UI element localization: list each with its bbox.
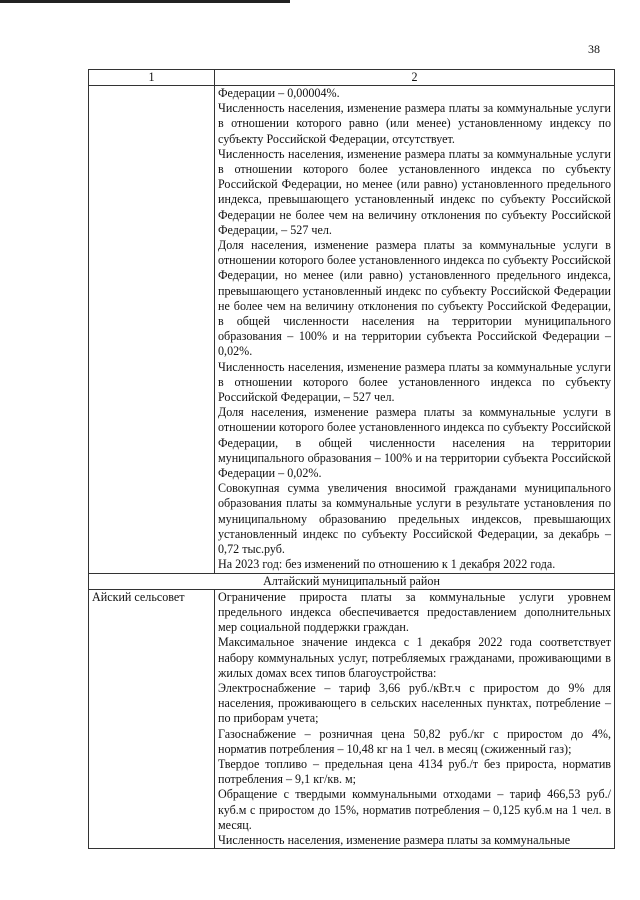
- empty-label-cell: [89, 86, 215, 574]
- paragraph: Газоснабжение – розничная цена 50,82 руб./кг с приростом до 4%, норматив потребления – 10,48 кг на 1 чел. в месяц (сжиженный газ);: [218, 726, 611, 756]
- paragraph: Доля населения, изменение размера платы за коммунальные услуги в отношении которого более установленного индекса по субъекту Российской Федерации, в общей численности населения на территории муниципального образования – 100% и на территории субъекта Российской Федерации – 0,02%.: [218, 405, 611, 481]
- paragraph: Численность населения, изменение размера платы за коммунальные услуги в отношении которого более установленного индекса по субъекту Российской Федерации, – 527 чел.: [218, 359, 611, 405]
- document-table: [88, 69, 615, 849]
- paragraph: Твердое топливо – предельная цена 4134 руб./т без прироста, норматив потребления – 9,1 кг/кв. м;: [218, 756, 611, 787]
- table-row: [89, 589, 615, 848]
- scan-edge-mark: [0, 0, 290, 3]
- column-header-2: 2: [215, 70, 615, 86]
- table-row: [89, 86, 615, 574]
- district-row: [89, 573, 615, 589]
- paragraph: Численность населения, изменение размера платы за коммунальные услуги в отношении которого более установленного индекса по субъекту Российской Федерации, но менее (или равно) установленного предельного индекса, превышающего установленный индекс по субъекту Российской Федерации не более чем на величину отклонения по субъекту Российской Федерации, – 527 чел.: [218, 146, 611, 237]
- paragraph: Численность населения, изменение размера платы за коммунальные: [218, 832, 571, 847]
- paragraph: Численность населения, изменение размера платы за коммунальные услуги в отношении которого равно (или менее) установленному индексу по субъекту Российской Федерации, отсутствует.: [218, 101, 611, 146]
- page-number: 38: [588, 42, 600, 56]
- header-row: [89, 70, 615, 86]
- paragraph: Максимальное значение индекса с 1 декабря 2022 года соответствует набору коммунальных услуг, потребляемых гражданами, проживающими в жилых домах всех типов благоустройства:: [218, 635, 611, 680]
- paragraph: Обращение с твердыми коммунальными отходами – тариф 466,53 руб./куб.м с приростом до 15%, норматив потребления – 0,125 куб.м на 1 чел. в месяц.: [218, 787, 611, 832]
- paragraph: Доля населения, изменение размера платы за коммунальные услуги в отношении которого более установленного индекса по субъекту Российской Федерации, но менее (или равно) установленного предельного индекса, превышающего установленный индекс по субъекту Российской Федерации не более чем на величину отклонения по субъекту Российской Федерации, в общей численности населения на территории муниципального образования – 100% и на территории субъекта Российской Федерации – 0,02%.: [218, 238, 611, 359]
- paragraph: Ограничение прироста платы за коммунальные услуги уровнем предельного индекса обеспечивается предоставлением дополнительных мер социальной поддержки граждан.: [218, 589, 611, 635]
- content-cell: [215, 589, 615, 848]
- content-cell: [215, 86, 615, 574]
- paragraph: Совокупная сумма увеличения вносимой гражданами муниципального образования платы за коммунальные услуги в результате установления по муниципальному образованию предельных индексов, превышающих установленный индекс по субъекту Российской Федерации, за декабрь – 0,72 тыс.руб.: [218, 481, 611, 557]
- paragraph: Федерации – 0,00004%.: [218, 86, 340, 100]
- column-header-1: 1: [89, 70, 215, 86]
- district-title: Алтайский муниципальный район: [89, 573, 615, 589]
- paragraph: Электроснабжение – тариф 3,66 руб./кВт.ч с приростом до 9% для населения, проживающего в сельских населенных пунктах, потребление – по приборам учета;: [218, 680, 611, 726]
- paragraph: На 2023 год: без изменений по отношению к 1 декабря 2022 года.: [218, 557, 556, 572]
- row-label: Айский сельсовет: [89, 589, 215, 848]
